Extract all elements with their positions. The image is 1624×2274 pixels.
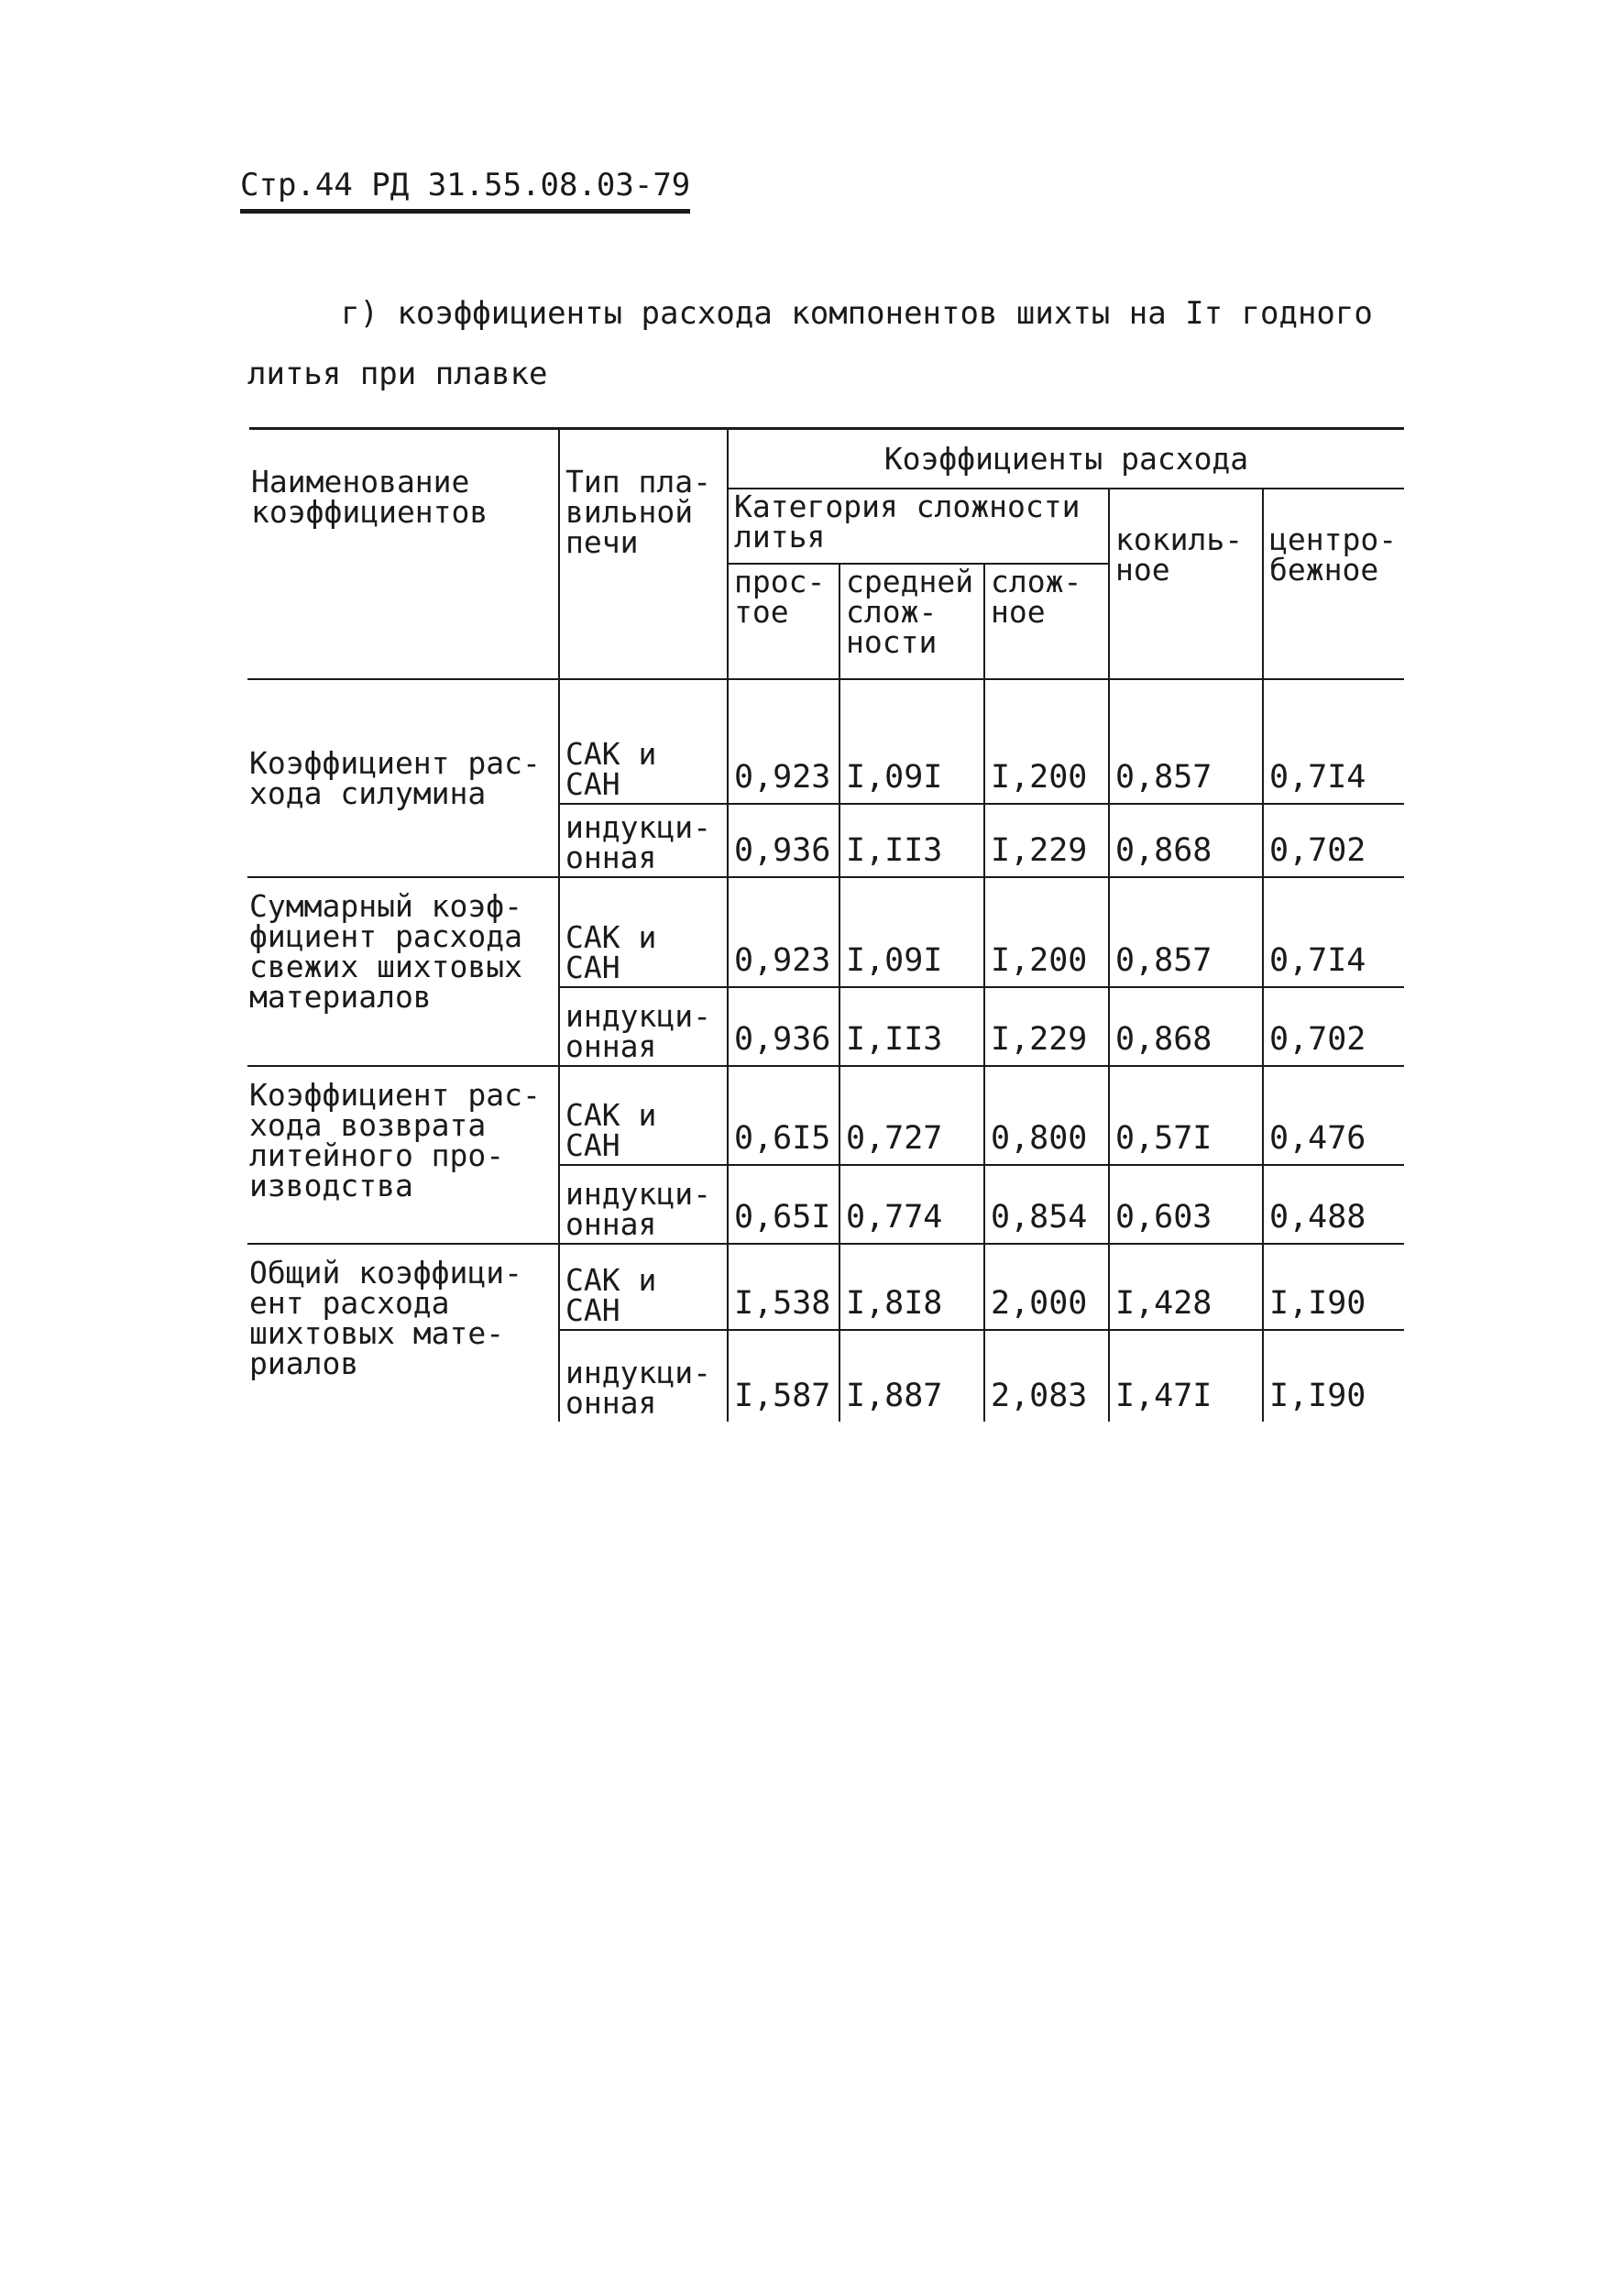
header-furnace-line: вильной [565,494,694,530]
table-caption-line-1: г) коэффициенты расхода компонентов шихты на Iт годного [341,295,1373,332]
furnace-sak-san [559,877,728,987]
row-name-line: риалов [249,1346,359,1381]
row-name-line: литейного про- [249,1137,505,1173]
header-centrifugal-line: центро- [1269,522,1398,557]
header-medium-line: средней [846,564,974,599]
row-name-line: ент расхода [249,1285,450,1321]
furnace-line: САН [565,950,620,985]
header-complex-line: ное [991,594,1046,630]
header-name-line: Наименование [251,464,470,500]
value-cell: 0,488 [1263,1165,1404,1244]
furnace-sak-san [559,679,728,804]
value-cell: 0,868 [1109,804,1263,877]
header-chill-line: ное [1115,552,1170,588]
coefficients-table [247,430,1404,1422]
value-cell: 0,854 [984,1165,1109,1244]
value-cell: 0,936 [728,987,839,1066]
header-complex-line: слож- [991,564,1082,599]
header-complex [984,564,1109,679]
value-cell: 0,800 [984,1066,1109,1165]
header-chill-casting [1109,489,1263,679]
value-cell: I,587 [728,1330,839,1422]
value-cell: 0,6I5 [728,1066,839,1165]
value-cell: I,200 [984,877,1109,987]
header-centrifugal-line: бежное [1269,552,1379,588]
header-category-line: литья [734,519,826,555]
row-name-line: изводства [249,1168,413,1203]
furnace-line: САК и [565,919,657,955]
furnace-line: САН [565,766,620,802]
page-reference-header: Стр.44 РД 31.55.08.03-79 [240,167,690,214]
value-cell: 2,000 [984,1244,1109,1330]
value-cell: 0,868 [1109,987,1263,1066]
header-furnace-type [559,430,728,679]
row-name-line: фициент расхода [249,918,523,954]
furnace-sak-san [559,1066,728,1165]
value-cell: I,47I [1109,1330,1263,1422]
value-cell: 0,7I4 [1263,877,1404,987]
furnace-sak-san [559,1244,728,1330]
value-cell: I,09I [839,877,984,987]
value-cell: I,09I [839,679,984,804]
value-cell: I,887 [839,1330,984,1422]
value-cell: I,538 [728,1244,839,1330]
header-chill-line: кокиль- [1115,522,1244,557]
row-name-line: хода силумина [249,775,487,811]
header-furnace-line: Тип пла- [565,464,711,500]
value-cell: I,428 [1109,1244,1263,1330]
header-simple-line: тое [734,594,789,630]
furnace-line: индукци- [565,998,711,1034]
value-cell: I,I90 [1263,1244,1404,1330]
row-name-total-charge [247,1244,559,1422]
value-cell: I,II3 [839,804,984,877]
furnace-line: онная [565,1385,657,1421]
value-cell: 0,857 [1109,679,1263,804]
value-cell: I,229 [984,987,1109,1066]
header-name-line: коэффициентов [251,494,488,530]
header-centrifugal-casting [1263,489,1404,679]
furnace-line: онная [565,1206,657,1242]
header-medium [839,564,984,679]
value-cell: I,200 [984,679,1109,804]
value-cell: 0,923 [728,679,839,804]
furnace-line: индукци- [565,809,711,845]
furnace-line: САК и [565,1097,657,1133]
header-name [247,430,559,679]
row-name-line: Коэффициент рас- [249,1077,541,1113]
value-cell: 0,702 [1263,987,1404,1066]
furnace-line: онная [565,840,657,875]
header-medium-line: ности [846,624,938,660]
value-cell: 0,702 [1263,804,1404,877]
row-name-fresh-charge [247,877,559,1066]
furnace-line: индукци- [565,1355,711,1390]
row-name-line: материалов [249,979,432,1015]
furnace-line: индукци- [565,1176,711,1212]
furnace-line: САК и [565,1262,657,1298]
row-name-line: шихтовых мате- [249,1315,505,1351]
furnace-line: САК и [565,736,657,772]
value-cell: I,II3 [839,987,984,1066]
value-cell: 0,7I4 [1263,679,1404,804]
value-cell: 0,923 [728,877,839,987]
furnace-line: онная [565,1028,657,1064]
row-name-line: Суммарный коэф- [249,888,523,924]
row-name-line: Коэффициент рас- [249,745,541,781]
row-name-foundry-return [247,1066,559,1244]
furnace-line: САН [565,1292,620,1328]
value-cell: 0,65I [728,1165,839,1244]
header-simple-line: прос- [734,564,826,599]
header-medium-line: слож- [846,594,938,630]
header-category-line: Категория сложности [734,489,1081,524]
row-name-line: свежих шихтовых [249,949,523,984]
value-cell: 0,57I [1109,1066,1263,1165]
furnace-induction [559,804,728,877]
value-cell: I,I90 [1263,1330,1404,1422]
value-cell: I,8I8 [839,1244,984,1330]
row-name-line: хода возврата [249,1107,487,1143]
furnace-line: САН [565,1127,620,1163]
value-cell: I,229 [984,804,1109,877]
value-cell: 0,476 [1263,1066,1404,1165]
value-cell: 0,857 [1109,877,1263,987]
furnace-induction [559,1165,728,1244]
header-casting-category [728,489,1109,564]
value-cell: 2,083 [984,1330,1109,1422]
header-simple [728,564,839,679]
value-cell: 0,936 [728,804,839,877]
table-caption-line-2: литья при плавке [247,356,548,392]
value-cell: 0,727 [839,1066,984,1165]
value-cell: 0,603 [1109,1165,1263,1244]
furnace-induction [559,1330,728,1422]
row-name-silumin [247,679,559,877]
row-name-line: Общий коэффици- [249,1255,523,1291]
header-furnace-line: печи [565,524,639,560]
value-cell: 0,774 [839,1165,984,1244]
furnace-induction [559,987,728,1066]
header-coefficients: Коэффициенты расхода [728,430,1404,489]
